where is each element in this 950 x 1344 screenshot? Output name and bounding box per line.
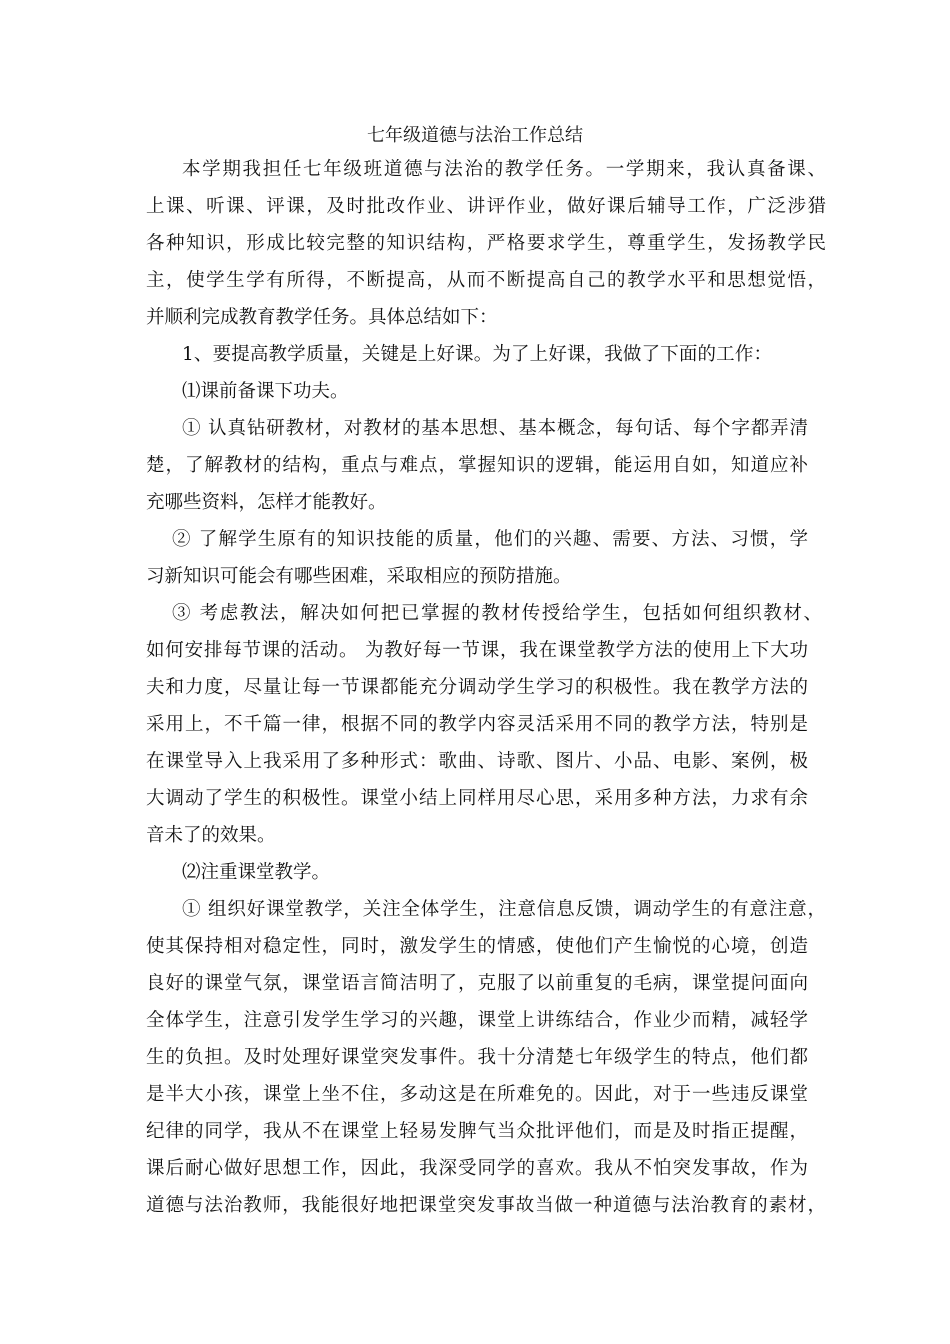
paragraph-line: 采用上，不千篇一律，根据不同的教学内容灵活采用不同的教学方法，特别是 [146, 714, 808, 735]
paragraph-line: 音未了的效果。 [146, 825, 276, 846]
paragraph-line: 良好的课堂气氛，课堂语言简洁明了，克服了以前重复的毛病，课堂提问面向 [146, 973, 808, 994]
paragraph-line: 各种知识，形成比较完整的知识结构，严格要求学生，尊重学生，发扬教学民 [146, 233, 826, 254]
paragraph-line: 使其保持相对稳定性，同时，激发学生的情感，使他们产生愉悦的心境，创造 [146, 936, 808, 957]
paragraph-line: 纪律的同学，我从不在课堂上轻易发脾气当众批评他们，而是及时指正提醒， [146, 1121, 808, 1142]
paragraph-line: 夫和力度，尽量让每一节课都能充分调动学生学习的积极性。我在教学方法的 [146, 677, 808, 698]
paragraph-line: ② 了解学生原有的知识技能的质量，他们的兴趣、需要、方法、习惯，学 [172, 529, 808, 550]
subsection-heading: ⑵注重课堂教学。 [182, 862, 331, 883]
paragraph-line: 上课、听课、评课，及时批改作业、讲评作业，做好课后辅导工作，广泛涉猎 [146, 196, 826, 217]
paragraph-line: 全体学生，注意引发学生学习的兴趣，课堂上讲练结合，作业少而精，减轻学 [146, 1010, 808, 1031]
document-title: 七年级道德与法治工作总结 [367, 125, 583, 146]
paragraph-line: 习新知识可能会有哪些困难，采取相应的预防措施。 [146, 566, 572, 587]
paragraph-line: 如何安排每节课的活动。 为教好每一节课，我在课堂教学方法的使用上下大功 [146, 640, 808, 661]
paragraph-line: 主，使学生学有所得，不断提高，从而不断提高自己的教学水平和思想觉悟， [146, 270, 826, 291]
paragraph-line: 道德与法治教师，我能很好地把课堂突发事故当做一种道德与法治教育的素材， [146, 1195, 826, 1216]
paragraph-line: 生的负担。及时处理好课堂突发事件。我十分清楚七年级学生的特点，他们都 [146, 1047, 808, 1068]
paragraph-line: 是半大小孩，课堂上坐不住，多动这是在所难免的。因此，对于一些违反课堂 [146, 1084, 808, 1105]
paragraph-line: ① 认真钻研教材，对教材的基本思想、基本概念，每句话、每个字都弄清 [182, 418, 808, 439]
paragraph-line: 课后耐心做好思想工作，因此，我深受同学的喜欢。我从不怕突发事故，作为 [146, 1158, 808, 1179]
paragraph-line: 本学期我担任七年级班道德与法治的教学任务。一学期来，我认真备课、 [182, 159, 826, 180]
paragraph-line: ① 组织好课堂教学，关注全体学生，注意信息反馈，调动学生的有意注意， [182, 899, 826, 920]
paragraph-line: ③ 考虑教法，解决如何把已掌握的教材传授给学生，包括如何组织教材、 [172, 603, 822, 624]
subsection-heading: ⑴课前备课下功夫。 [182, 381, 349, 402]
paragraph-line: 充哪些资料，怎样才能教好。 [146, 492, 387, 513]
paragraph-line: 楚，了解教材的结构，重点与难点，掌握知识的逻辑，能运用自如，知道应补 [146, 455, 808, 476]
paragraph-line: 并顺利完成教育教学任务。具体总结如下： [146, 307, 498, 328]
section-heading: 1、要提高教学质量，关键是上好课。为了上好课，我做了下面的工作： [182, 344, 772, 365]
paragraph-line: 在课堂导入上我采用了多种形式：歌曲、诗歌、图片、小品、电影、案例，极 [146, 751, 808, 772]
paragraph-line: 大调动了学生的积极性。课堂小结上同样用尽心思，采用多种方法，力求有余 [146, 788, 808, 809]
